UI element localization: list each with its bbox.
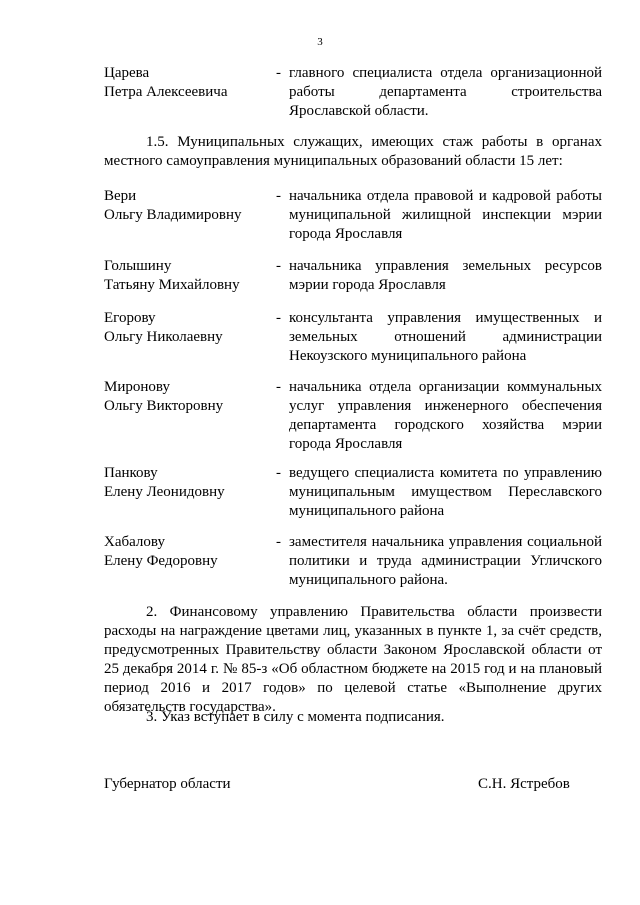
recipient-given-names: Ольгу Николаевну bbox=[104, 329, 223, 345]
recipient-surname: Голышину bbox=[104, 258, 172, 274]
recipient-given-names: Петра Алексеевича bbox=[104, 84, 228, 100]
entry-dash: - bbox=[276, 379, 281, 395]
recipient-surname: Егорову bbox=[104, 310, 156, 326]
recipient-position: начальника отдела организации коммунальных услуг управления инженерного обеспечения департамента городского хозяйства мэрии города Ярославля bbox=[289, 379, 602, 452]
recipient-given-names: Ольгу Викторовну bbox=[104, 398, 224, 414]
recipient-position: начальника отдела правовой и кадровой работы муниципальной жилищной инспекции мэрии города Ярославля bbox=[289, 188, 602, 242]
page-number: 3 bbox=[317, 36, 323, 48]
paragraph-3-text: 3. Указ вступает в силу с момента подписания. bbox=[146, 709, 445, 725]
signatory-name: С.Н. Ястребов bbox=[478, 776, 570, 792]
recipient-name bbox=[104, 464, 274, 502]
paragraph-1-5 bbox=[104, 133, 602, 171]
award-entry bbox=[104, 64, 602, 121]
entry-dash: - bbox=[276, 534, 281, 550]
award-entry bbox=[104, 187, 602, 244]
award-entry bbox=[104, 533, 602, 590]
recipient-position: главного специалиста отдела организационной работы департамента строительства Ярославской области. bbox=[289, 65, 602, 119]
award-entry bbox=[104, 257, 602, 295]
entry-dash: - bbox=[276, 258, 281, 274]
paragraph-3 bbox=[104, 708, 602, 727]
recipient-surname: Царева bbox=[104, 65, 150, 81]
recipient-surname: Хабалову bbox=[104, 534, 165, 550]
paragraph-2-text: 2. Финансовому управлению Правительства области произвести расходы на награждение цветами лиц, указанных в пункте 1, за счёт средств, предусмотренных Правительству области Законом Ярославской области от 25 декабря 2014 г. № 85-з «Об областном бюджете на 2015 год и на плановый период 2016 и 2017 годов» по целевой статье «Выполнение других обязательств государства». bbox=[104, 604, 602, 715]
recipient-given-names: Ольгу Владимировну bbox=[104, 207, 242, 223]
award-entry bbox=[104, 378, 602, 454]
recipient-name bbox=[104, 187, 274, 225]
recipient-given-names: Елену Федоровну bbox=[104, 553, 218, 569]
award-entry bbox=[104, 309, 602, 366]
recipient-name bbox=[104, 64, 274, 102]
paragraph-2 bbox=[104, 603, 602, 717]
recipient-position: ведущего специалиста комитета по управлению муниципальным имуществом Переславского муниципального района bbox=[289, 465, 602, 519]
recipient-surname: Вери bbox=[104, 188, 137, 204]
recipient-name bbox=[104, 378, 274, 416]
recipient-given-names: Елену Леонидовну bbox=[104, 484, 225, 500]
recipient-position: консультанта управления имущественных и земельных отношений администрации Некоузского муниципального района bbox=[289, 310, 602, 364]
signatory-title: Губернатор области bbox=[104, 776, 231, 792]
recipient-name bbox=[104, 309, 274, 347]
recipient-position: начальника управления земельных ресурсов мэрии города Ярославля bbox=[289, 258, 602, 293]
entry-dash: - bbox=[276, 65, 281, 81]
recipient-surname: Миронову bbox=[104, 379, 170, 395]
recipient-position: заместителя начальника управления социальной политики и труда администрации Угличского муниципального района. bbox=[289, 534, 602, 588]
entry-dash: - bbox=[276, 310, 281, 326]
recipient-name bbox=[104, 533, 274, 571]
recipient-name bbox=[104, 257, 274, 295]
recipient-surname: Панкову bbox=[104, 465, 158, 481]
entry-dash: - bbox=[276, 188, 281, 204]
entry-dash: - bbox=[276, 465, 281, 481]
paragraph-1-5-text: 1.5. Муниципальных служащих, имеющих стаж работы в органах местного самоуправления муниципальных образований области 15 лет: bbox=[104, 134, 602, 169]
recipient-given-names: Татьяну Михайловну bbox=[104, 277, 240, 293]
award-entry bbox=[104, 464, 602, 521]
